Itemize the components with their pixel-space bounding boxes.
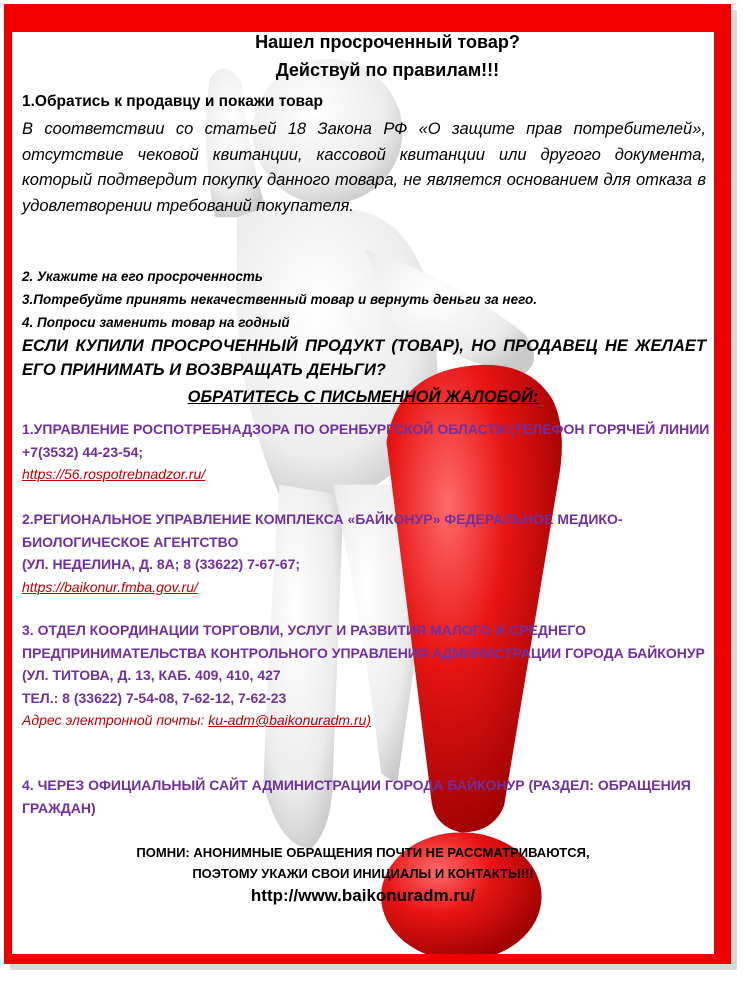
contact-2-text: 2.РЕГИОНАЛЬНОЕ УПРАВЛЕНИЕ КОМПЛЕКСА «БАЙКОНУР» ФЕДЕРАЛЬНОЕ МЕДИКО-БИОЛОГИЧЕСКОЕ АГЕНТСТВО (22, 511, 623, 550)
step1-text: В соответствии со статьей 18 Закона РФ «О защите прав потребителей», отсутствие чековой квитанции, кассовой квитанции или другого документа, который подтвердит покупку данного товара, не является основанием для отказа в удовлетворении требований покупателя. (22, 120, 706, 215)
contact-1-text: 1.УПРАВЛЕНИЕ РОСПОТРЕБНАДЗОРА ПО ОРЕНБУРГСКОЙ ОБЛАСТИ (ТЕЛЕФОН ГОРЯЧЕЙ ЛИНИИ +7(3532) 44-23-54; (22, 421, 710, 460)
contact-2-address: (УЛ. НЕДЕЛИНА, Д. 8А; 8 (33622) 7-67-67; (22, 556, 301, 572)
contact-3-address: (УЛ. ТИТОВА, Д. 13, КАБ. 409, 410, 427 (22, 667, 281, 683)
step1-heading: 1.Обратись к продавцу и покажи товар (22, 93, 323, 110)
contact-3-phone: ТЕЛ.: 8 (33622) 7-54-08, 7-62-12, 7-62-23 (22, 689, 287, 706)
contact-3-text: 3. ОТДЕЛ КООРДИНАЦИИ ТОРГОВЛИ, УСЛУГ И РАЗВИТИЯ МАЛОГО И СРЕДНЕГО ПРЕДПРИНИМАТЕЛЬСТВА КОНТРОЛЬНОГО УПРАВЛЕНИЯ АДМИНИСТРАЦИИ ГОРОДА БАЙКОНУР (22, 622, 705, 661)
website-link[interactable]: http://www.baikonuradm.ru/ (250, 886, 476, 905)
step2: 2. Укажите на его просроченность (22, 269, 263, 284)
contact-2 (22, 508, 712, 598)
title-line-2: Действуй по правилам!!! (275, 60, 500, 80)
warning-caps: ЕСЛИ КУПИЛИ ПРОСРОЧЕННЫЙ ПРОДУКТ (ТОВАР), НО ПРОДАВЕЦ НЕ ЖЕЛАЕТ ЕГО ПРИНИМАТЬ И ВОЗВРАЩАТЬ ДЕНЬГИ? (22, 337, 706, 379)
contact-4-text: 4. ЧЕРЕЗ ОФИЦИАЛЬНЫЙ САЙТ АДМИНИСТРАЦИИ ГОРОДА БАЙКОНУР (РАЗДЕЛ: ОБРАЩЕНИЯ ГРАЖДАН) (22, 777, 691, 816)
contact-2-link[interactable]: https://baikonur.fmba.gov.ru/ (22, 578, 198, 595)
poster-content (12, 32, 714, 954)
step3: 3.Потребуйте принять некачественный товар и вернуть деньги за него. (22, 292, 537, 307)
contact-4 (22, 774, 712, 819)
contact-3-email-label: Адрес электронной почты: (22, 712, 205, 728)
contact-1-link[interactable]: https://56.rospotrebnadzor.ru/ (22, 466, 206, 482)
complaint-heading: ОБРАТИТЕСЬ С ПИСЬМЕННОЙ ЖАЛОБОЙ: (187, 388, 539, 406)
remember-line-1: ПОМНИ: АНОНИМНЫЕ ОБРАЩЕНИЯ ПОЧТИ НЕ РАССМАТРИВАЮТСЯ, (136, 845, 590, 860)
contact-3 (22, 619, 712, 732)
contact-3-email-link[interactable]: ku-adm@baikonuradm.ru) (208, 712, 372, 728)
title-line-1: Нашел просроченный товар? (255, 32, 520, 52)
step4: 4. Попроси заменить товар на годный (22, 315, 290, 330)
remember-line-2: ПОЭТОМУ УКАЖИ СВОИ ИНИЦИАЛЫ И КОНТАКТЫ!!! (192, 866, 534, 881)
contact-1 (22, 418, 712, 486)
